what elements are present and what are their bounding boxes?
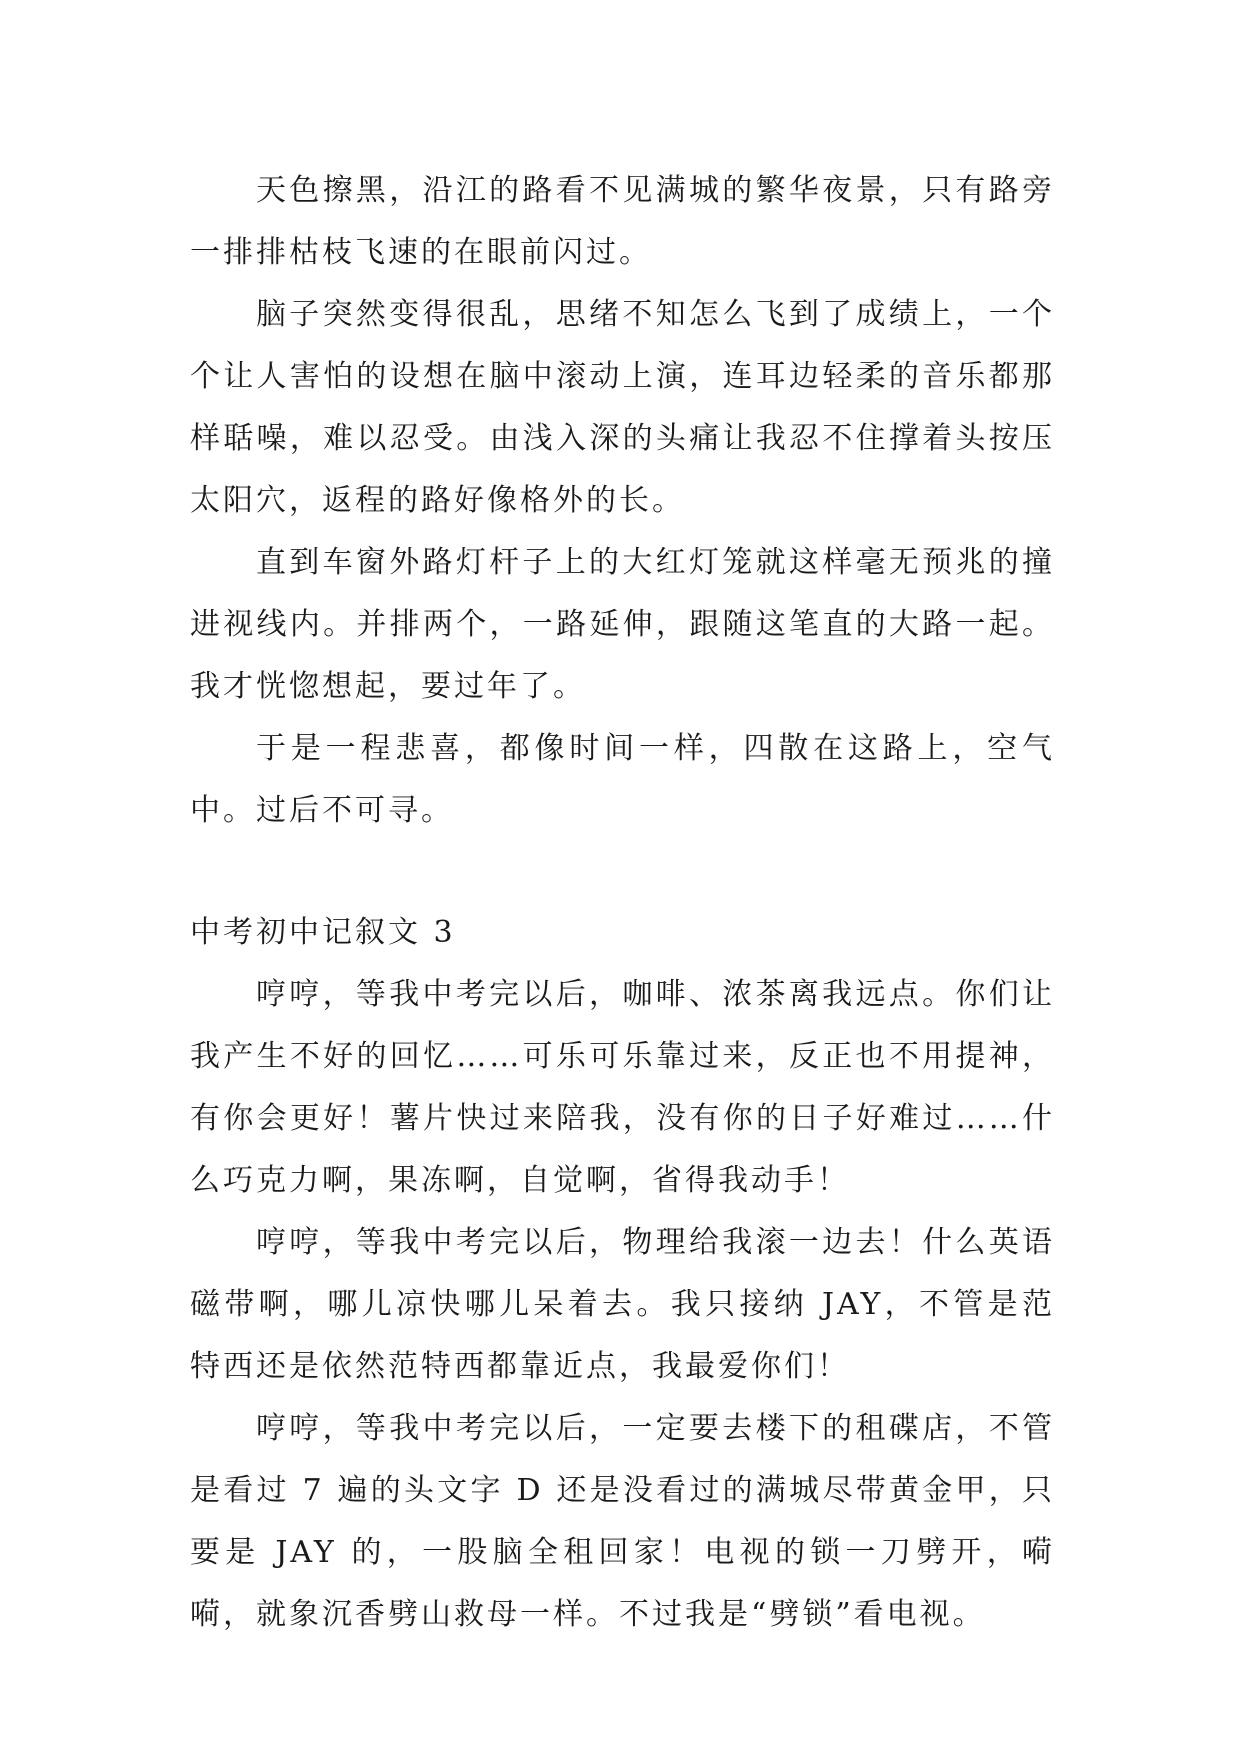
paragraph: 哼哼，等我中考完以后，物理给我滚一边去！什么英语磁带啊，哪儿凉快哪儿呆着去。我只接纳 JAY，不管是范特西还是依然范特西都靠近点，我最爱你们！	[190, 1225, 1055, 1384]
paragraph: 脑子突然变得很乱，思绪不知怎么飞到了成绩上，一个个让人害怕的设想在脑中滚动上演，连耳边轻柔的音乐都那样聒噪，难以忍受。由浅入深的头痛让我忍不住撑着头按压太阳穴，返程的路好像格外的长。	[190, 297, 1055, 518]
paragraph: 于是一程悲喜，都像时间一样，四散在这路上，空气中。过后不可寻。	[190, 731, 1055, 828]
paragraph: 哼哼，等我中考完以后，一定要去楼下的租碟店，不管是看过 7 遍的头文字 D 还是没看过的满城尽带黄金甲，只要是 JAY 的，一股脑全租回家！电视的锁一刀劈开，嗬嗬，就象沉香劈山救母一样。不过我是“劈锁”看电视。	[190, 1411, 1055, 1632]
paragraph: 天色擦黑，沿江的路看不见满城的繁华夜景，只有路旁一排排枯枝飞速的在眼前闪过。	[190, 173, 1055, 270]
paragraph: 直到车窗外路灯杆子上的大红灯笼就这样毫无预兆的撞进视线内。并排两个，一路延伸，跟随这笔直的大路一起。我才恍惚想起，要过年了。	[190, 545, 1055, 704]
section-title: 中考初中记叙文 3	[190, 915, 456, 950]
paragraph: 哼哼，等我中考完以后，咖啡、浓茶离我远点。你们让我产生不好的回忆……可乐可乐靠过来，反正也不用提神，有你会更好！薯片快过来陪我，没有你的日子好难过……什么巧克力啊，果冻啊，自觉啊，省得我动手！	[190, 977, 1055, 1198]
document-body	[190, 160, 1055, 1646]
